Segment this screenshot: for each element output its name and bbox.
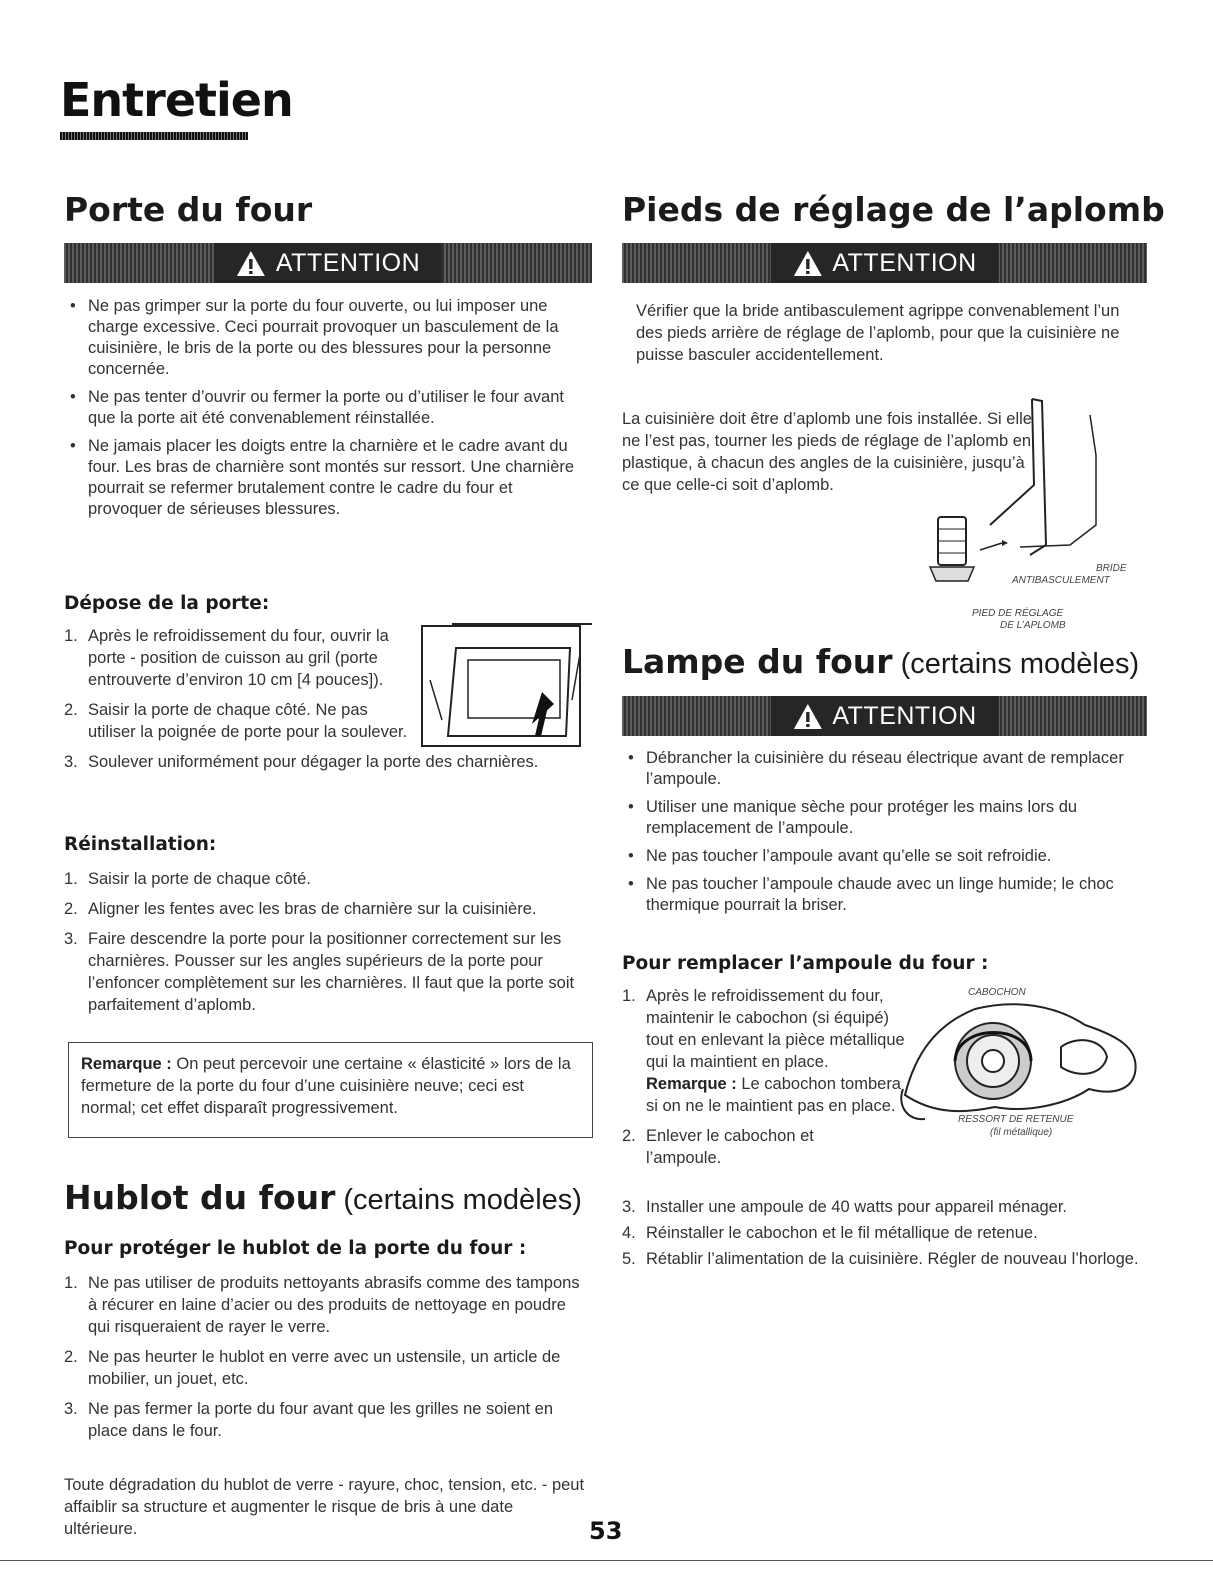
list-item: Après le refroidissement du four, maintenir le cabochon (si équipé) tout en enlevant la pièce métallique qui la maintient en place. <box>646 987 905 1071</box>
leveling-leg-illustration <box>920 395 1120 590</box>
list-item: • Utiliser une manique sèche pour protéger les mains lors du remplacement de l’ampoule. <box>622 797 1142 839</box>
attention-bar-pieds <box>622 243 1147 283</box>
caption-cabochon: CABOCHON <box>968 987 1026 998</box>
list-item: • Ne pas grimper sur la porte du four ouverte, ou lui imposer une charge excessive. Ceci pourrait provoquer un basculement de la cuisinière, le bris de la porte ou des blessures pour la personne concernée. <box>64 296 589 380</box>
attention-bar-porte <box>64 243 592 283</box>
pieds-text: La cuisinière doit être d’aplomb une fois installée. Si elle ne l’est pas, tourner les pieds de réglage de l’aplomb en plastique, à chacun des angles de la cuisinière, jusqu’à ce que celle-ci soit d’aplomb. <box>622 410 1032 494</box>
attention-label: ATTENTION <box>832 701 977 730</box>
steps-lampe-1: 1. Après le refroidissement du four, maintenir le cabochon (si équipé) tout en enlevant la pièce métallique qui la maintient en place. Remarque : Le cabochon tombera si on ne le maintient pas en place. 2. Enlever le cabochon et l’ampoule. <box>622 987 905 1167</box>
attention-bar-lampe <box>622 696 1147 736</box>
caption-antibasculement: ANTIBASCULEMENT <box>1012 575 1110 586</box>
warning-icon <box>792 250 822 277</box>
list-item: • Ne pas toucher l’ampoule avant qu’elle se soit refroidie. <box>622 846 1142 867</box>
list-item: Ne pas fermer la porte du four avant que les grilles ne soient en place dans le four. <box>88 1400 554 1440</box>
oven-lamp-illustration <box>885 995 1145 1125</box>
list-item: Aligner les fentes avec les bras de charnière sur la cuisinière. <box>88 900 537 918</box>
caption-pied-1: PIED DE RÉGLAGE <box>972 608 1064 619</box>
caption-pied-2: DE L’APLOMB <box>1000 620 1066 631</box>
subheading-hublot: Pour protéger le hublot de la porte du four : <box>64 1238 527 1259</box>
subheading-depose: Dépose de la porte: <box>64 593 270 614</box>
hublot-closing-text: Toute dégradation du hublot de verre - rayure, choc, tension, etc. - peut affaiblir sa structure et augmenter le risque de bris à une date ultérieure. <box>64 1476 585 1538</box>
subheading-reinstall: Réinstallation: <box>64 834 217 855</box>
warning-list-lampe <box>622 748 1142 923</box>
list-item: • Ne pas toucher l’ampoule chaude avec un linge humide; le choc thermique pourrait la briser. <box>622 874 1142 916</box>
page-header <box>60 70 293 140</box>
page-number: 53 <box>589 1517 623 1545</box>
caption-fil: (fil métallique) <box>990 1127 1053 1138</box>
steps-depose: 1. Après le refroidissement du four, ouvrir la porte - position de cuisson au gril (porte entrouverte d’environ 10 cm [4 pouces]). 2. Saisir la porte de chaque côté. Ne pas utiliser la poignée de porte pour la soulever. 3. Soulever uniformément pour dégager la porte des charnières. <box>64 627 539 771</box>
step-note-text: Le cabochon tombera si on ne le maintient pas en place. <box>646 1075 901 1115</box>
section-title-hublot: Hublot du four (certains modèles) <box>64 1178 582 1217</box>
list-item: Soulever uniformément pour dégager la porte des charnières. <box>88 753 539 771</box>
warning-text-pieds: Vérifier que la bride antibasculement agrippe convenablement l’un des pieds arrière de réglage de l’aplomb, pour que la cuisinière ne puisse basculer accidentellement. <box>636 302 1120 364</box>
attention-label: ATTENTION <box>275 248 421 277</box>
section-title-lampe: Lampe du four (certains modèles) <box>622 642 1140 681</box>
attention-label: ATTENTION <box>832 248 977 277</box>
warning-icon <box>236 250 266 277</box>
list-item: Saisir la porte de chaque côté. <box>88 870 311 888</box>
list-item: Enlever le cabochon et l’ampoule. <box>646 1127 814 1167</box>
section-title-porte: Porte du four <box>64 190 313 229</box>
list-item: Installer une ampoule de 40 watts pour appareil ménager. <box>646 1198 1068 1216</box>
page-title: Entretien <box>60 73 293 127</box>
list-item: • Ne pas tenter d’ouvrir ou fermer la porte ou d’utiliser le four avant que la porte ait été convenablement réinstallée. <box>64 387 589 429</box>
list-item: Ne pas heurter le hublot en verre avec un ustensile, un article de mobilier, un jouet, etc. <box>88 1348 561 1388</box>
section-title-pieds: Pieds de réglage de l’aplomb <box>622 190 1165 229</box>
list-item: • Débrancher la cuisinière du réseau électrique avant de remplacer l’ampoule. <box>622 748 1142 790</box>
steps-hublot: 1. Ne pas utiliser de produits nettoyants abrasifs comme des tampons à récurer en laine d’acier ou des produits de nettoyage en poudre qui risqueraient de rayer le verre. 2. Ne pas heurter le hublot en verre avec un ustensile, un article de mobilier, un jouet, etc. 3. Ne pas fermer la porte du four avant que les grilles ne soient en place dans le four. <box>64 1274 580 1440</box>
caption-bride: BRIDE <box>1096 563 1127 574</box>
subheading-lampe: Pour remplacer l’ampoule du four : <box>622 953 989 974</box>
caption-ressort: RESSORT DE RETENUE <box>958 1114 1074 1125</box>
list-item: Après le refroidissement du four, ouvrir la porte - position de cuisson au gril (porte entrouverte d’environ 10 cm [4 pouces]). <box>88 627 389 689</box>
warning-list-porte <box>64 296 589 527</box>
list-item: Rétablir l’alimentation de la cuisinière. Régler de nouveau l’horloge. <box>646 1250 1139 1268</box>
note-box <box>68 1042 593 1138</box>
title-underline <box>60 132 248 140</box>
list-item: Faire descendre la porte pour la positionner correctement sur les charnières. Pousser sur les angles supérieurs de la porte pour l’enfoncer complètement sur les charnières. Il faut que la porte soit parfaitement d’aplomb. <box>88 930 575 1014</box>
note-text: On peut percevoir une certaine « élasticité » lors de la fermeture de la porte du four d’une cuisinière neuve; ceci est normal; cet effet disparaît progressivement. <box>81 1055 571 1117</box>
list-item: Saisir la porte de chaque côté. Ne pas utiliser la poignée de porte pour la soulever. <box>88 701 408 741</box>
bottom-rule <box>0 1560 1213 1561</box>
warning-icon <box>792 703 822 730</box>
oven-door-illustration <box>420 620 600 752</box>
list-item: • Ne jamais placer les doigts entre la charnière et le cadre avant du four. Les bras de charnière sont montés sur ressort. Une charnière pourrait se refermer brutalement contre le cadre du four et provoquer de sérieuses blessures. <box>64 436 589 520</box>
list-item: Réinstaller le cabochon et le fil métallique de retenue. <box>646 1224 1038 1242</box>
steps-reinstall: 1. Saisir la porte de chaque côté. 2. Aligner les fentes avec les bras de charnière sur la cuisinière. 3. Faire descendre la porte pour la positionner correctement sur les charnières. Pousser sur les angles supérieurs de la porte pour l’enfoncer complètement sur les charnières. Il faut que la porte soit parfaitement d’aplomb. <box>64 870 575 1014</box>
steps-lampe-2: 3. Installer une ampoule de 40 watts pour appareil ménager. 4. Réinstaller le cabochon et le fil métallique de retenue. 5. Rétablir l’alimentation de la cuisinière. Régler de nouveau l’horloge. <box>622 1198 1139 1268</box>
list-item: Ne pas utiliser de produits nettoyants abrasifs comme des tampons à récurer en laine d’acier ou des produits de nettoyage en poudre qui risqueraient de rayer le verre. <box>88 1274 580 1336</box>
note-label: Remarque : <box>81 1055 172 1073</box>
step-note-label: Remarque : <box>646 1075 737 1093</box>
